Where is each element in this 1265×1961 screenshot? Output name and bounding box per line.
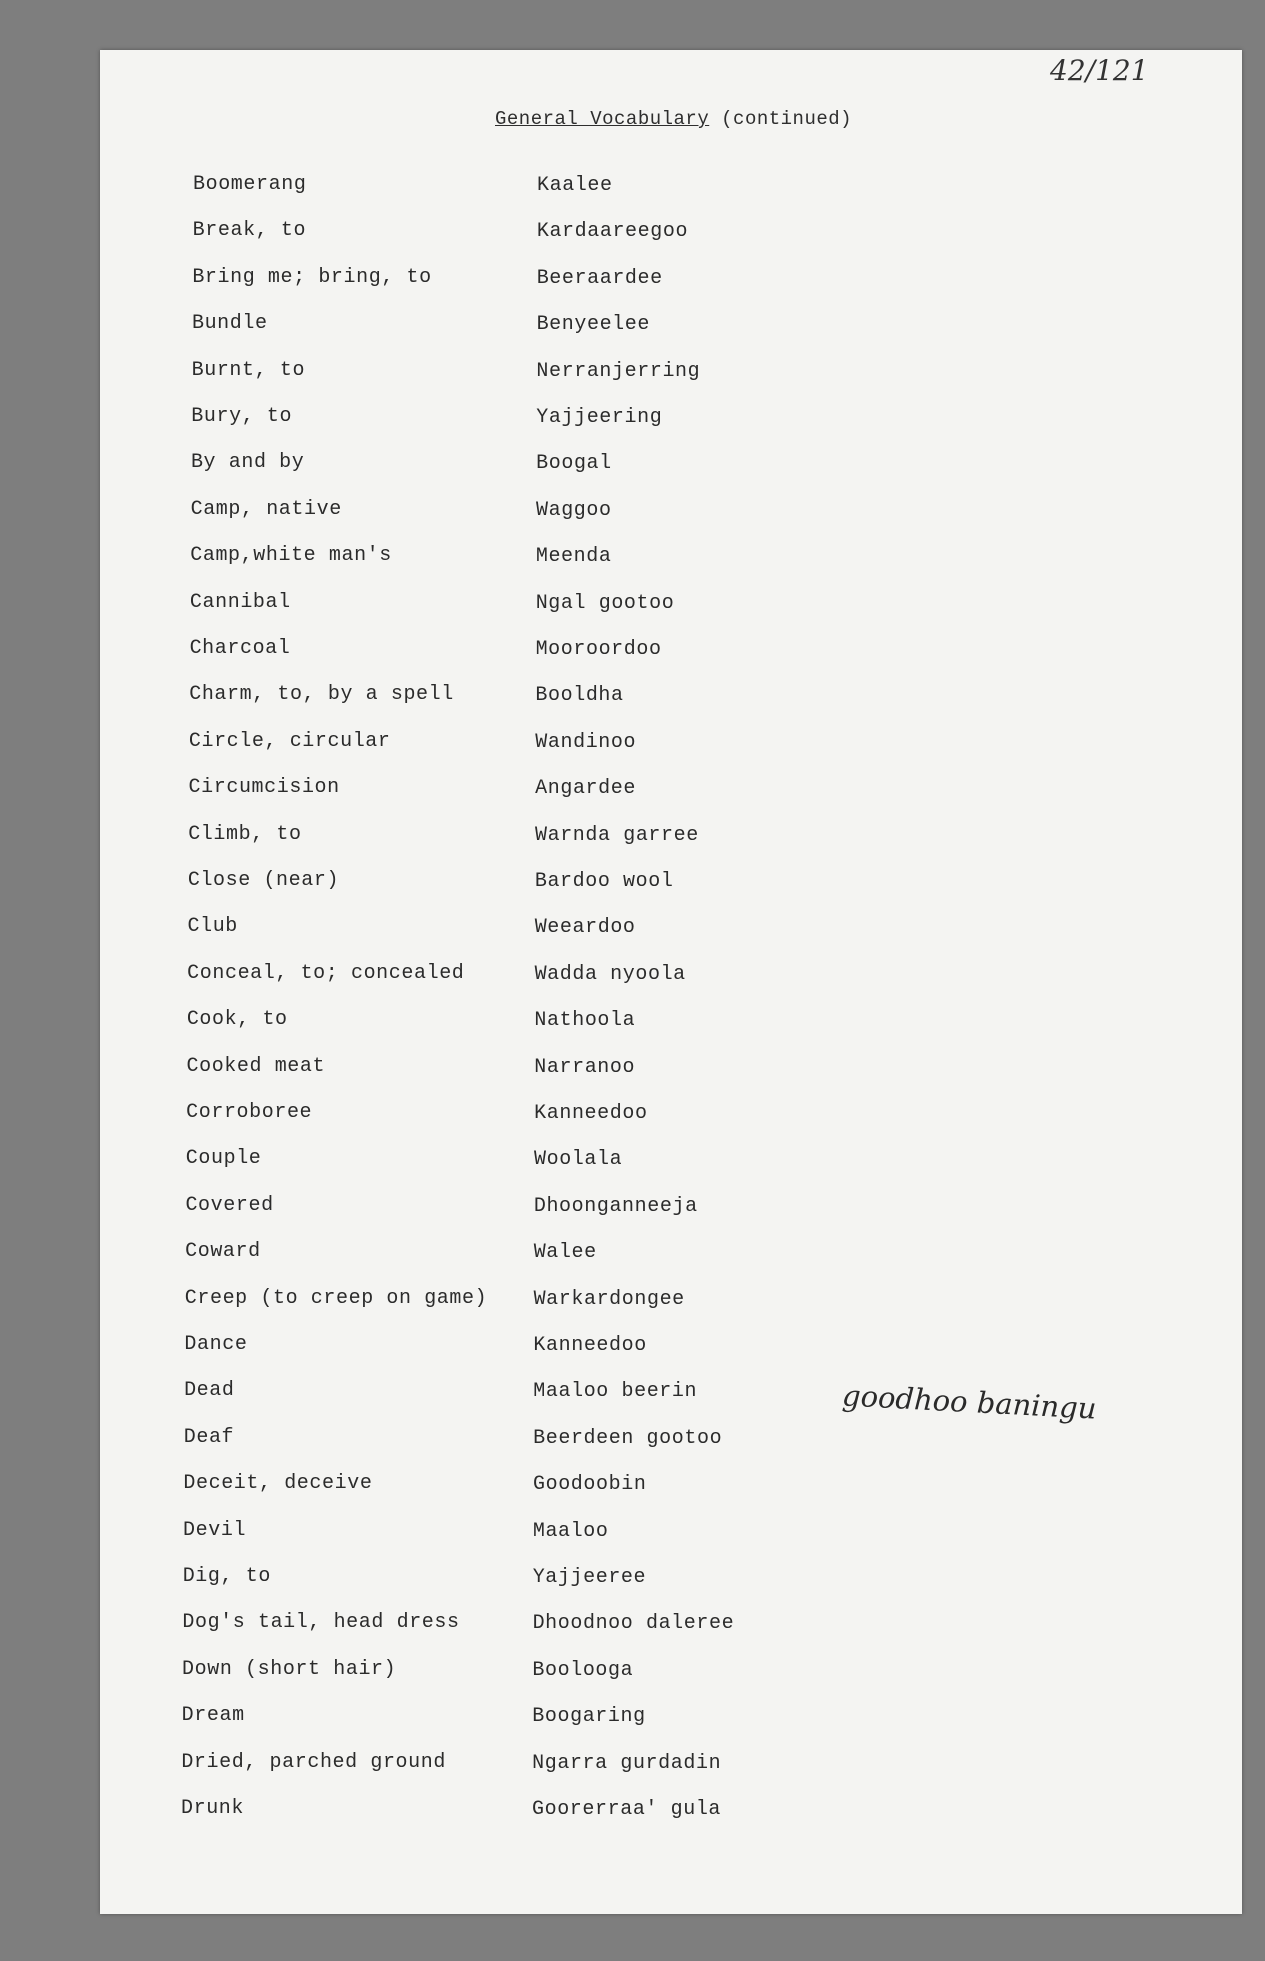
english-term: Bury, to [191,405,293,428]
aboriginal-term: Benyeelee [536,313,650,337]
document-page [100,50,1242,1914]
aboriginal-term: Beerdeen gootoo [533,1426,723,1450]
english-term: Dance [184,1333,248,1356]
aboriginal-term: Kanneedoo [534,1102,648,1125]
english-term: Dream [181,1704,245,1728]
english-term: Coward [185,1240,261,1264]
english-term: Drunk [181,1797,245,1820]
aboriginal-term: Warkardongee [533,1287,685,1311]
aboriginal-term: Angardee [535,777,636,801]
english-term: Break, to [192,219,307,243]
english-term: Climb, to [188,822,302,846]
english-term: Dog's tail, head dress [182,1611,460,1635]
aboriginal-term: Meenda [535,545,612,569]
aboriginal-term: Wadda nyoola [534,962,686,986]
aboriginal-term: Mooroordoo [535,638,662,661]
aboriginal-term: Goodoobin [533,1473,647,1497]
page-title [495,108,852,130]
english-term: Creep (to creep on game) [184,1286,488,1310]
english-term: Deaf [183,1425,235,1449]
aboriginal-term: Kaalee [537,174,613,197]
english-term: Close (near) [187,869,340,892]
english-term: Dig, to [182,1565,271,1588]
english-term: Devil [183,1518,247,1542]
title-suffix: (continued) [709,108,853,130]
aboriginal-term: Walee [533,1241,597,1265]
english-term: Camp, native [190,497,342,521]
english-term: Couple [185,1147,262,1171]
aboriginal-term: Boolooga [532,1658,634,1682]
aboriginal-term: Wandinoo [535,730,637,754]
aboriginal-term: Ngal gootoo [535,591,675,615]
aboriginal-term: Bardoo wool [534,870,674,893]
aboriginal-term: Goorerraa' gula [532,1798,722,1821]
english-term: Deceit, deceive [183,1472,373,1496]
english-term: Charm, to, by a spell [189,683,454,707]
page-number: 42/121 [1050,54,1149,87]
english-term: Dried, parched ground [181,1750,446,1774]
english-term: Circle, circular [188,729,391,753]
english-term: Club [187,915,238,939]
title-main: General Vocabulary [495,108,710,130]
aboriginal-term: Ngarra gurdadin [532,1751,722,1775]
aboriginal-term: Kardaareegoo [536,220,689,244]
handwritten-annotation: goodhoo baningu [841,1378,1098,1426]
aboriginal-term: Warnda garree [535,823,699,847]
english-term: Charcoal [189,637,291,660]
aboriginal-term: Dhoodnoo daleree [532,1612,735,1636]
english-term: Corroboree [186,1101,313,1124]
aboriginal-term: Boogal [536,452,612,476]
aboriginal-term: Beeraardee [536,266,663,290]
aboriginal-term: Nathoola [534,1009,636,1033]
english-term: Bundle [191,312,268,336]
aboriginal-term: Yajjeeree [532,1566,647,1589]
english-term: Boomerang [193,173,307,196]
english-term: By and by [190,451,305,475]
english-term: Dead [184,1379,235,1403]
aboriginal-term: Maaloo [532,1519,609,1543]
aboriginal-term: Nerranjerring [536,359,701,383]
aboriginal-term: Dhoonganneeja [533,1194,698,1218]
aboriginal-term: Waggoo [536,498,612,522]
aboriginal-term: Booldha [535,684,624,708]
english-term: Camp,white man's [190,544,392,568]
english-term: Cannibal [189,590,291,614]
aboriginal-term: Kanneedoo [533,1334,647,1357]
aboriginal-term: Boogaring [532,1705,646,1729]
english-term: Bring me; bring, to [192,265,432,289]
aboriginal-term: Maaloo beerin [533,1380,698,1404]
english-term: Burnt, to [191,358,306,382]
english-term: Circumcision [188,776,340,800]
aboriginal-term: Woolala [534,1148,623,1172]
english-term: Cook, to [186,1008,288,1032]
english-term: Covered [185,1193,274,1217]
english-term: Conceal, to; concealed [187,961,465,985]
aboriginal-term: Weeardoo [534,916,636,940]
aboriginal-term: Yajjeering [536,406,663,429]
english-term: Cooked meat [186,1054,326,1078]
aboriginal-term: Narranoo [534,1055,636,1079]
english-term: Down (short hair) [182,1657,397,1681]
